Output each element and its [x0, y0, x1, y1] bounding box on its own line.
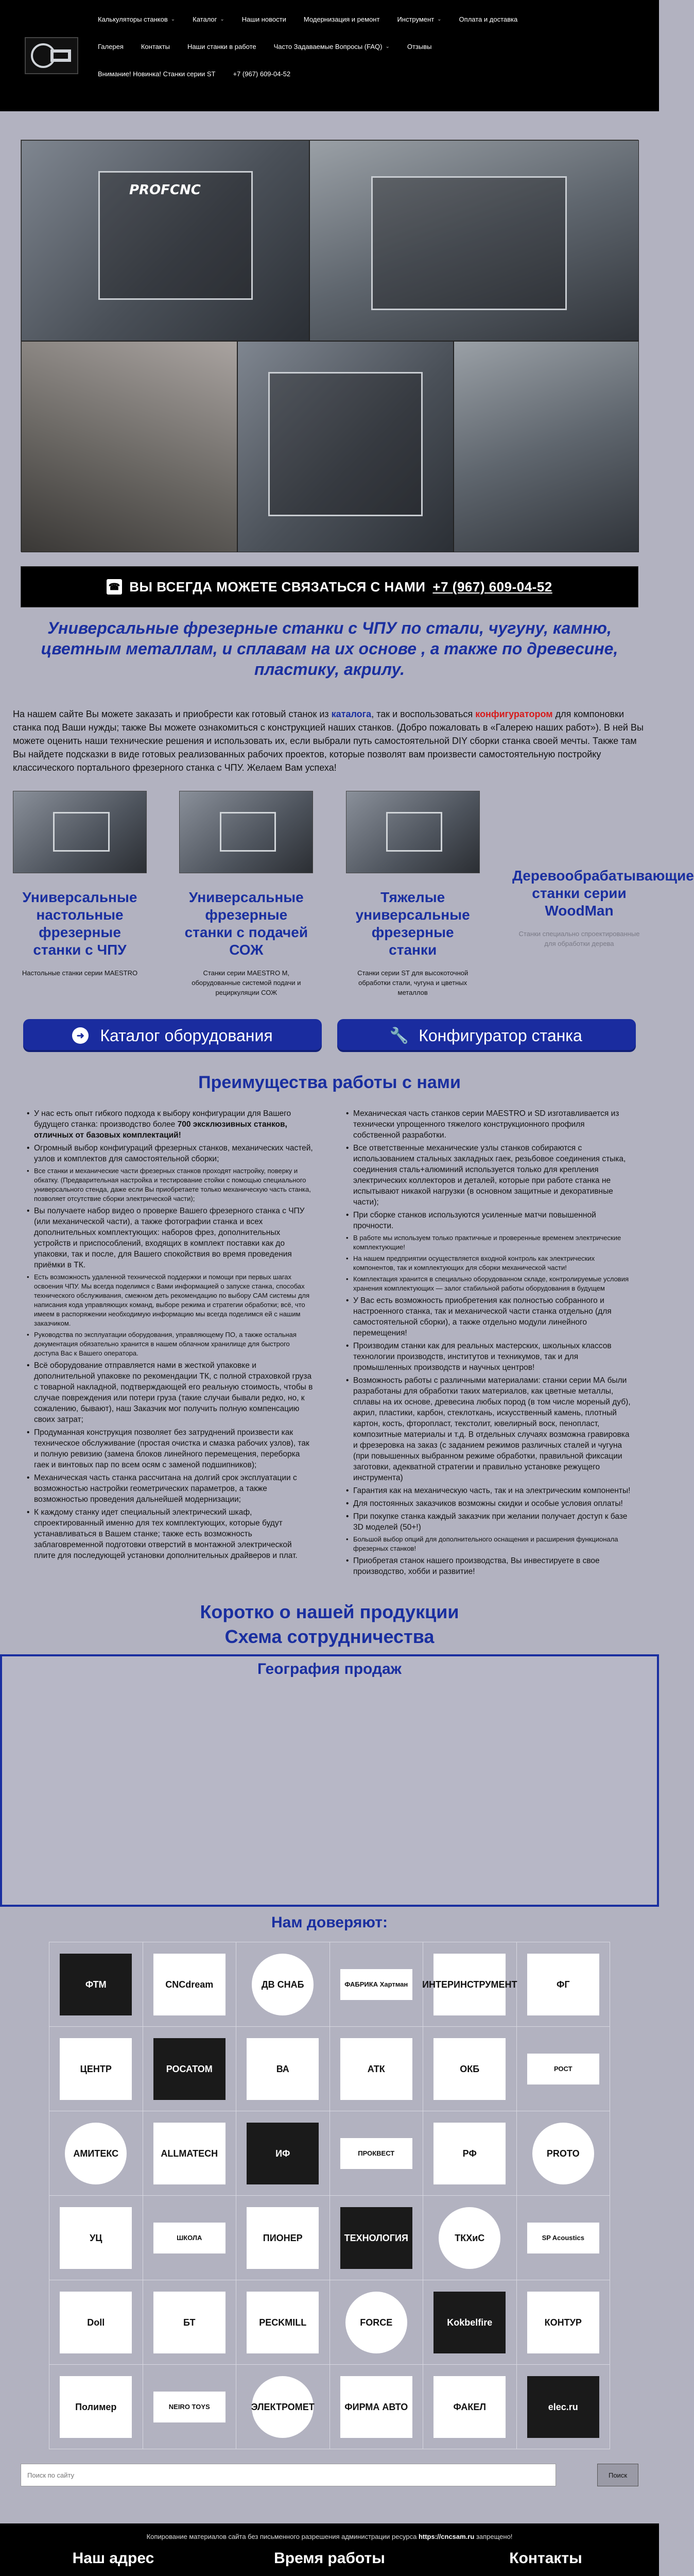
nav-item[interactable] [397, 15, 441, 23]
advantage-item [345, 1555, 633, 1577]
client-logo-cell [423, 2111, 517, 2196]
advantage-item [345, 1485, 633, 1496]
catalog-button-label: Каталог оборудования [100, 1026, 273, 1045]
category-image[interactable] [13, 791, 147, 873]
client-logo: УЦ [60, 2207, 132, 2269]
wrench-icon: 🔧 [389, 1027, 409, 1044]
footer-hours-title: Время работы [274, 2550, 385, 2567]
advantage-item [345, 1254, 633, 1273]
client-logo: ФАБРИКА Хартман [340, 1969, 412, 2000]
configurator-button[interactable] [337, 1019, 636, 1052]
client-logo: ТЕХНОЛОГИЯ [340, 2207, 412, 2269]
advantage-item [26, 1427, 314, 1470]
nav-item-label: Отзывы [407, 43, 432, 50]
footer-columns [26, 2550, 633, 2576]
advantage-text: У нас есть опыт гибкого подхода к выбору конфигурации для Вашего будущего станка: производство более [34, 1109, 291, 1129]
nav-item-label: Калькуляторы станков [98, 15, 168, 23]
client-logo-cell [236, 2365, 330, 2449]
chevron-down-icon: ⌄ [170, 16, 176, 22]
advantage-text: На нашем предприятии осуществляется входной контроль как электрических компонентов, так и комплектующих для сборки механической части! [353, 1255, 595, 1272]
advantage-text: Вы получаете набор видео о проверке Вашего фрезерного станка с ЧПУ (или механической части), а также фотографии станка и всех дополнительных комплектующих: наборов фрез, дополнительных устройств и приспособлений, входящих в комплект поставки как до упаковки, так и после, для Вашего спокойствия во время проведения приёмки в ТК. [34, 1207, 305, 1269]
advantage-text: Возможность работы с различными материалами: станки серии МА были разработаны для обработки таких материалов, как цветные металлы, сплавы на их основе, древесина любых пород (в том числе мореный дуб), акрил, пластики, карбон, стеклоткань, искусственный камень, плотный картон, кость, фторопласт, текстолит, ювелирный воск, пенопласт, композитные материалы и т.д. В отдельных случаях возможна гравировка и фрезеровка на заказ (с заданием режимов различных сталей и чугуна (при повышенных выбранном режиме обработки, правильной фиксации заготовки, адекватной стратегии и правильно установке режущего инструмента) [353, 1376, 631, 1482]
client-logo-cell [236, 1942, 330, 2027]
category-card[interactable] [346, 791, 480, 997]
advantage-item [345, 1341, 633, 1373]
client-logo: ФТМ [60, 1954, 132, 2015]
client-logo: ИФ [247, 2123, 319, 2184]
advantage-text: Всё оборудование отправляется нами в жесткой упаковке и дополнительной упаковке по рекомендации ТК, с полной страховкой груза с товарной накладной, подтверждающей его реальную стоимость, чтобы в случае повреждения или потери груза (такие случаи бывали редко, но, к сожалению, бывают), наш Заказчик мог получить полную компенсацию своих затрат; [34, 1361, 313, 1424]
client-logo-cell [236, 2196, 330, 2280]
client-logo: ФАКЕЛ [433, 2376, 506, 2438]
client-logo-cell [517, 2027, 611, 2111]
nav-item-label: Часто Задаваемые Вопросы (FAQ) [273, 43, 383, 50]
advantage-text: К каждому станку идет специальный электрический шкаф, спроектированный именно для тех комплектующих, которые будут устанавливаться в Вашем станке; также есть возможность заблаговременной подготовки отверстий в монтажной электрической плите для последующей установки дополнительных драйверов и плат. [34, 1508, 298, 1560]
nav-item[interactable] [98, 43, 124, 50]
category-image[interactable] [179, 791, 313, 873]
machine-shape [268, 372, 423, 516]
advantage-item [345, 1233, 633, 1252]
hero-photo-5 [454, 341, 639, 552]
catalog-link[interactable]: каталога [331, 709, 372, 719]
nav-item-label: Контакты [141, 43, 170, 50]
configurator-link[interactable]: конфигуратором [475, 709, 553, 719]
advantage-text: При покупке станка каждый заказчик при желании получает доступ к базе 3D моделей (50+!) [353, 1512, 628, 1532]
client-logo: РОСТ [527, 2054, 599, 2084]
client-logo: ЭЛЕКТРОМЕТ [252, 2376, 314, 2438]
client-logo: SP Acoustics [527, 2223, 599, 2253]
advantage-item [26, 1273, 314, 1328]
client-logo-cell [49, 2280, 143, 2365]
videos-title: Коротко о нашей продукции [200, 1601, 459, 1622]
client-logo-cell [517, 2280, 611, 2365]
nav-item-label: Наши новости [241, 15, 286, 23]
client-logo: Полимер [60, 2376, 132, 2438]
site-header [0, 0, 659, 111]
hero-brand-text: PROFCNC [129, 182, 201, 198]
client-logo-cell [143, 2196, 237, 2280]
client-logo-cell [49, 1942, 143, 2027]
client-logo: РФ [433, 2123, 506, 2184]
hero-slider[interactable] [21, 140, 638, 552]
client-logo: ПИОНЕР [247, 2207, 319, 2269]
advantage-text: Приобретая станок нашего производства, Вы инвестируете в свое производство, хобби и развитие! [353, 1556, 600, 1576]
copyright-link[interactable] [419, 2533, 474, 2540]
advantage-text: Продуманная конструкция позволяет без затруднений произвести как техническое обслуживание (простая очистка и смазка рабочих узлов), так и полную ревизию (замена блоков линейного перемещения, переборка гаек и винтовых пар по всем осям с заменой подшипников); [34, 1428, 309, 1469]
nav-item-label: Галерея [98, 43, 124, 50]
advantage-text: Механическая часть станка рассчитана на долгий срок эксплуатации с возможностью настройки геометрических параметров, а также возможностью проведения дальнейшей модернизации; [34, 1473, 297, 1504]
advantage-item [345, 1511, 633, 1533]
client-logo-cell [330, 2027, 424, 2111]
advantages-title: Преимущества работы с нами [198, 1073, 461, 1092]
category-subtitle: Станки серии MAESTRO M, оборудованные системой подачи и рециркуляции СОЖ [192, 969, 301, 996]
main-nav [98, 15, 644, 97]
footer-address-title: Наш адрес [72, 2550, 154, 2567]
client-logo: ИНТЕРИНСТРУМЕНТ [433, 1954, 506, 2015]
site-logo[interactable] [25, 37, 78, 74]
copyright-text: Копирование материалов сайта без письменного разрешения администрации ресурса [146, 2533, 419, 2540]
advantage-item [345, 1498, 633, 1509]
advantage-highlight: 700 эксклюзивных станков, отличных от базовых комплектаций! [34, 1120, 287, 1140]
nav-item[interactable] [98, 15, 175, 23]
nav-item[interactable] [407, 43, 432, 50]
intro-paragraph [13, 707, 646, 774]
footer-contacts-title: Контакты [509, 2550, 582, 2567]
nav-item[interactable] [233, 70, 290, 78]
client-logo: ШКОЛА [153, 2223, 225, 2253]
category-list [13, 791, 694, 997]
category-card[interactable] [512, 791, 694, 997]
client-logo: ЦЕНТР [60, 2038, 132, 2100]
client-logo: ПРОКВЕСТ [340, 2138, 412, 2169]
advantage-text: Комплектация хранится в специально оборудованном складе, контролируемые условия хранения комплектующих — залог стабильной работы оборудования в будущем [353, 1275, 629, 1292]
client-logo-cell [49, 2365, 143, 2449]
footer-hours [242, 2550, 417, 2576]
advantage-text: Руководства по эксплуатации оборудования, управляющему ПО, а также остальная документация обязательно хранится в нашем облачном хранилище для быстрого доступа Вас к Вашего оператора. [34, 1331, 297, 1357]
client-logo: elec.ru [527, 2376, 599, 2438]
logo-mark [28, 40, 75, 71]
client-logo-cell [423, 2280, 517, 2365]
nav-item[interactable] [304, 15, 380, 23]
client-logo-cell [423, 2365, 517, 2449]
advantage-item [26, 1472, 314, 1505]
client-logo: АМИТЕКС [65, 2123, 127, 2184]
client-logo-cell [423, 1942, 517, 2027]
advantage-item [26, 1143, 314, 1164]
client-logo: АТК [340, 2038, 412, 2100]
client-logo-cell [143, 1942, 237, 2027]
arrow-right-icon: ➜ [72, 1027, 89, 1044]
advantage-item [26, 1360, 314, 1425]
trust-title: Нам доверяют: [271, 1914, 388, 1931]
client-logo: ФИРМА АВТО [340, 2376, 412, 2438]
category-subtitle: Станки серии ST для высокоточной обработки стали, чугуна и цветных металлов [357, 969, 469, 996]
search-bar [21, 2464, 638, 2486]
category-card[interactable] [13, 791, 147, 997]
advantage-item [345, 1535, 633, 1553]
advantage-item [345, 1108, 633, 1141]
client-logo-cell [423, 2027, 517, 2111]
client-logo-cell [236, 2027, 330, 2111]
client-logo-cell [236, 2111, 330, 2196]
client-logo: ВА [247, 2038, 319, 2100]
category-title[interactable]: Универсальные настольные фрезерные станки с ЧПУ [22, 889, 137, 958]
client-logo-cell [143, 2027, 237, 2111]
footer-contacts [458, 2550, 633, 2576]
client-logo-cell [517, 2196, 611, 2280]
client-logo-cell [423, 2196, 517, 2280]
client-logo: КОНТУР [527, 2292, 599, 2353]
geo-title: География продаж [257, 1660, 402, 1677]
category-title[interactable]: Деревообрабатывающие станки серии WoodMan [512, 868, 694, 919]
callbar-phone-link[interactable]: +7 (967) 609-04-52 [432, 579, 552, 595]
advantage-text: При сборке станков используются усиленные матчи повышенной прочности. [353, 1211, 596, 1230]
client-logo: ФГ [527, 1954, 599, 2015]
client-logo-cell [330, 2111, 424, 2196]
advantage-text: Все станки и механические части фрезерных станков проходят настройку, поверку и обкатку. (Предварительная настройка и тестирование стойки с помощью специального универсального стенда, даже если Вы приобретаете только механическую часть станка, позволяет отсутствие сборки электрической части); [34, 1167, 311, 1202]
cta-buttons [23, 1019, 636, 1052]
copyright-text: запрещено! [474, 2533, 513, 2540]
advantage-item [345, 1210, 633, 1231]
nav-item-label: Каталог [193, 15, 217, 23]
category-title[interactable]: Универсальные фрезерные станки с подачей СОЖ [184, 889, 308, 958]
client-logo: FORCE [345, 2292, 407, 2353]
client-logo: PECKMILL [247, 2292, 319, 2353]
callbar-text: ВЫ ВСЕГДА МОЖЕТЕ СВЯЗАТЬСЯ С НАМИ [129, 579, 426, 595]
client-logo-cell [330, 2365, 424, 2449]
phone-icon: ☎ [107, 579, 122, 595]
client-logo-cell [49, 2196, 143, 2280]
copyright-link-text: https://cncsam.ru [418, 2533, 475, 2540]
client-logo-cell [236, 2280, 330, 2365]
search-button[interactable]: Поиск [597, 2464, 638, 2486]
client-logo-cell [143, 2365, 237, 2449]
nav-item-label: Инструмент [397, 15, 435, 23]
contact-callbar [21, 566, 638, 607]
advantage-text: Огромный выбор конфигураций фрезерных станков, механических частей, узлов и комплектов для самостоятельной сборки; [34, 1144, 313, 1163]
client-logos-grid [49, 1942, 610, 2449]
chevron-down-icon: ⌄ [220, 16, 224, 22]
nav-item[interactable] [187, 43, 256, 50]
advantage-text: Механическая часть станков серии MAESTRO и SD изготавливается из технически упрощенного тяжелого конструкционного профиля собственной разработки. [353, 1109, 619, 1140]
nav-row-2 [98, 43, 644, 50]
advantage-item [26, 1166, 314, 1204]
nav-item[interactable] [459, 15, 518, 23]
nav-item[interactable] [193, 15, 224, 23]
client-logo: PROTO [532, 2123, 594, 2184]
client-logo-cell [330, 1942, 424, 2027]
nav-row-3 [98, 70, 644, 78]
page-headline: Универсальные фрезерные станки с ЧПУ по стали, чугуну, камню, цветным металлам, и сплавам на их основе , а также по древесине, пластику, акрилу. [41, 619, 618, 679]
advantage-text: Гарантия как на механическую часть, так и на электрическим компоненты! [353, 1486, 631, 1495]
advantage-text: Производим станки как для реальных мастерских, школьных классов технологии производств, институтов и техникумов, так и для промышленных производств и научных центров! [353, 1342, 612, 1372]
client-logo: CNCdream [153, 1954, 225, 2015]
client-logo: РОСАТОМ [153, 2038, 225, 2100]
configurator-button-label: Конфигуратор станка [419, 1026, 582, 1045]
category-subtitle: Настольные станки серии MAESTRO [22, 969, 138, 977]
client-logo-cell [517, 2111, 611, 2196]
chevron-down-icon: ⌄ [437, 16, 442, 22]
advantage-text: Для постоянных заказчиков возможны скидки и особые условия оплаты! [353, 1499, 623, 1508]
client-logo-cell [330, 2280, 424, 2365]
nav-item-label: Наши станки в работе [187, 43, 256, 50]
nav-item[interactable] [98, 70, 215, 78]
client-logo: NEIRO TOYS [153, 2392, 225, 2422]
advantage-item [345, 1375, 633, 1483]
advantage-text: Все ответственные механические узлы станков собираются с использованием стальных закладных гаек, резьбовое соединения стыка, соединения сталь+алюминий используется только для крепления электрических коллекторов и деталей, которые при работе станка не испытывают никакой нагрузки (в основном защитные и декоративные части); [353, 1144, 626, 1207]
nav-item[interactable] [242, 15, 286, 23]
advantage-item [26, 1206, 314, 1270]
nav-item-label: Модернизация и ремонт [303, 15, 380, 23]
search-input[interactable] [21, 2464, 556, 2486]
advantage-text: У Вас есть возможность приобретения как полностью собранного и настроенного станка, так и механической части станка отдельно (для самостоятельной сборки), а также отдельно модули линейного перемещения! [353, 1296, 612, 1337]
intro-text: для компоновки станка под Ваши нужды; также Вы можете ознакомиться с конструкцией наших станков. (Добро пожаловать в «Галерею наших работ»). В ней Вы можете оценить наши технические решения и использовать их, если выбрали путь самостоятельной DIY сборки станка своей мечты. Также там Вы найдете подсказки в виде готовых реализованных рабочих проектов, которые позволят вам произвести самостоятельную постройку классического портального фрезерного станка с ЧПУ. Желаем Вам успеха! [13, 709, 644, 773]
category-subtitle: Станки специально спроектированные для обработки дерева [518, 930, 640, 947]
client-logo: БТ [153, 2292, 225, 2353]
client-logo-cell [143, 2111, 237, 2196]
intro-text: , так и воспользоваться [371, 709, 476, 719]
intro-text: На нашем сайте Вы можете заказать и приобрести как готовый станок из [13, 709, 332, 719]
copyright [0, 2523, 659, 2540]
category-card[interactable] [179, 791, 313, 997]
scheme-title: Схема сотрудничества [224, 1626, 435, 1647]
hero-photo-3 [21, 341, 237, 552]
advantage-item [345, 1295, 633, 1338]
catalog-button[interactable] [23, 1019, 322, 1052]
site-footer [0, 2523, 659, 2576]
client-logo-cell [143, 2280, 237, 2365]
client-logo-cell [330, 2196, 424, 2280]
sales-geography-map[interactable] [0, 1654, 659, 1907]
client-logo-cell [49, 2111, 143, 2196]
client-logo-cell [49, 2027, 143, 2111]
advantage-text: В работе мы используем только практичные и проверенные временем электрические комплектующие! [353, 1234, 621, 1251]
advantage-item [345, 1143, 633, 1208]
nav-row-1 [98, 15, 644, 23]
client-logo: ОКБ [433, 2038, 506, 2100]
client-logo: ALLMATECH [153, 2123, 225, 2184]
advantage-item [345, 1275, 633, 1293]
client-logo: ТКХиС [439, 2207, 500, 2269]
advantage-item [26, 1507, 314, 1561]
client-logo: Kokbelfire [433, 2292, 506, 2353]
nav-item-label: Оплата и доставка [459, 15, 518, 23]
advantages-right-column [345, 1108, 633, 1579]
nav-item[interactable] [274, 43, 390, 50]
category-title[interactable]: Тяжелые универсальные фрезерные станки [355, 889, 470, 958]
advantages-list [26, 1108, 633, 1579]
machine-shape [371, 176, 567, 310]
client-logo: ДВ СНАБ [252, 1954, 314, 2015]
nav-item-label: +7 (967) 609-04-52 [233, 70, 291, 78]
client-logo-cell [517, 2365, 611, 2449]
client-logo-cell [517, 1942, 611, 2027]
advantage-text: Большой выбор опций для дополнительного оснащения и расширения функционала фрезерных станков! [353, 1535, 618, 1552]
main-content [0, 140, 694, 2486]
category-image[interactable] [346, 791, 480, 873]
client-logo: Doll [60, 2292, 132, 2353]
nav-item-label: Внимание! Новинка! Станки серии ST [98, 70, 216, 78]
footer-address [26, 2550, 201, 2576]
advantage-item [26, 1108, 314, 1141]
advantage-item [26, 1330, 314, 1358]
advantages-left-column [26, 1108, 314, 1579]
chevron-down-icon: ⌄ [385, 44, 390, 49]
advantage-text: Есть возможность удаленной технической поддержки и помощи при первых шагах освоения ЧПУ. Мы всегда поделимся с Вами информацией о запуске станка, способах технического обслуживания, смежном деть рекомендацию по выбору CAM системы для написания кода управляющих команд, выборе режима и стратегии обработки; всё, что имеем в распоряжении необходимую информацию мы всегда поделимся ей с нашим заказчиком. [34, 1273, 310, 1327]
nav-item[interactable] [141, 43, 170, 50]
